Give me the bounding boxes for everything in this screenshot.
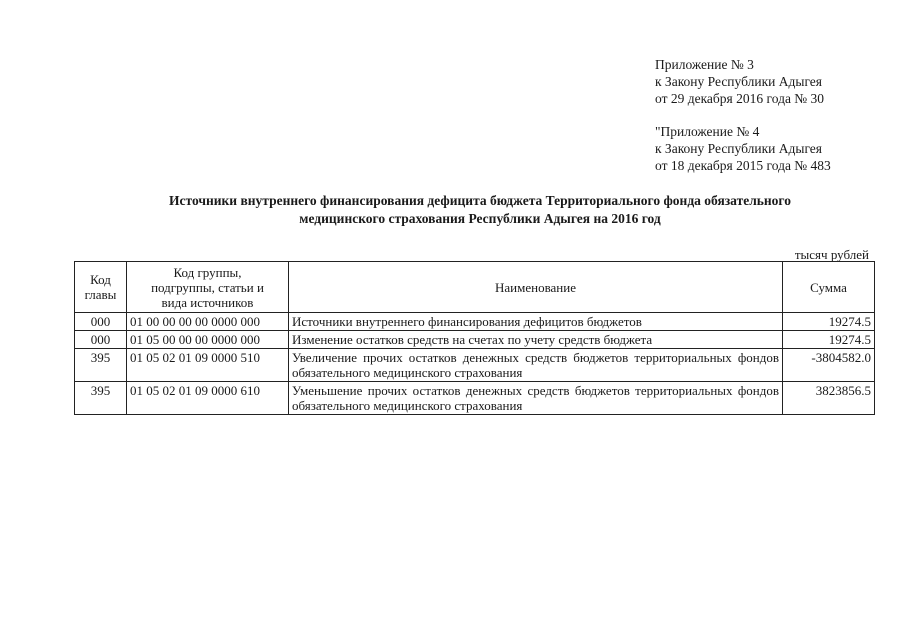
name-cell: Уменьшение прочих остатков денежных средств бюджетов территориальных фондов обязательного медицинского страхования [289,382,783,415]
appendix-number: "Приложение № 4 [655,124,760,139]
units-label: тысяч рублей [794,247,869,262]
name-cell: Источники внутреннего финансирования дефицитов бюджетов [289,313,783,331]
header-sum: Сумма [783,262,875,313]
header-chapter-code: Код главы [75,262,127,313]
appendix-number: Приложение № 3 [655,57,754,72]
document-title [70,192,890,228]
table-header-row [75,262,875,313]
name-cell: Изменение остатков средств на счетах по учету средств бюджета [289,331,783,349]
title-line: медицинского страхования Республики Адыгея на 2016 год [299,211,661,226]
table-row [75,382,875,415]
sum-cell: 19274.5 [783,331,875,349]
source-code-cell: 01 05 02 01 09 0000 610 [127,382,289,415]
chapter-code-cell: 000 [75,313,127,331]
table-row [75,331,875,349]
appendix-law: к Закону Республики Адыгея [655,74,823,89]
header-name: Наименование [289,262,783,313]
appendix-date: от 18 декабря 2015 года № 483 [655,158,831,173]
name-cell: Увеличение прочих остатков денежных средств бюджетов территориальных фондов обязательного медицинского страхования [289,349,783,382]
chapter-code-cell: 395 [75,382,127,415]
title-line: Источники внутреннего финансирования дефицита бюджета Территориального фонда обязательного [169,193,791,208]
source-code-cell: 01 00 00 00 00 0000 000 [127,313,289,331]
financing-sources-table [74,261,875,415]
chapter-code-cell: 395 [75,349,127,382]
appendix-law: к Закону Республики Адыгея [655,141,823,156]
chapter-code-cell: 000 [75,331,127,349]
appendix-reference-previous [655,123,831,174]
table-row [75,313,875,331]
source-code-cell: 01 05 02 01 09 0000 510 [127,349,289,382]
table-row [75,349,875,382]
sum-cell: 3823856.5 [783,382,875,415]
appendix-reference-current [655,56,824,107]
header-group-code: Код группы, подгруппы, статьи и вида источников [127,262,289,313]
appendix-date: от 29 декабря 2016 года № 30 [655,91,825,106]
source-code-cell: 01 05 00 00 00 0000 000 [127,331,289,349]
sum-cell: 19274.5 [783,313,875,331]
sum-cell: -3804582.0 [783,349,875,382]
